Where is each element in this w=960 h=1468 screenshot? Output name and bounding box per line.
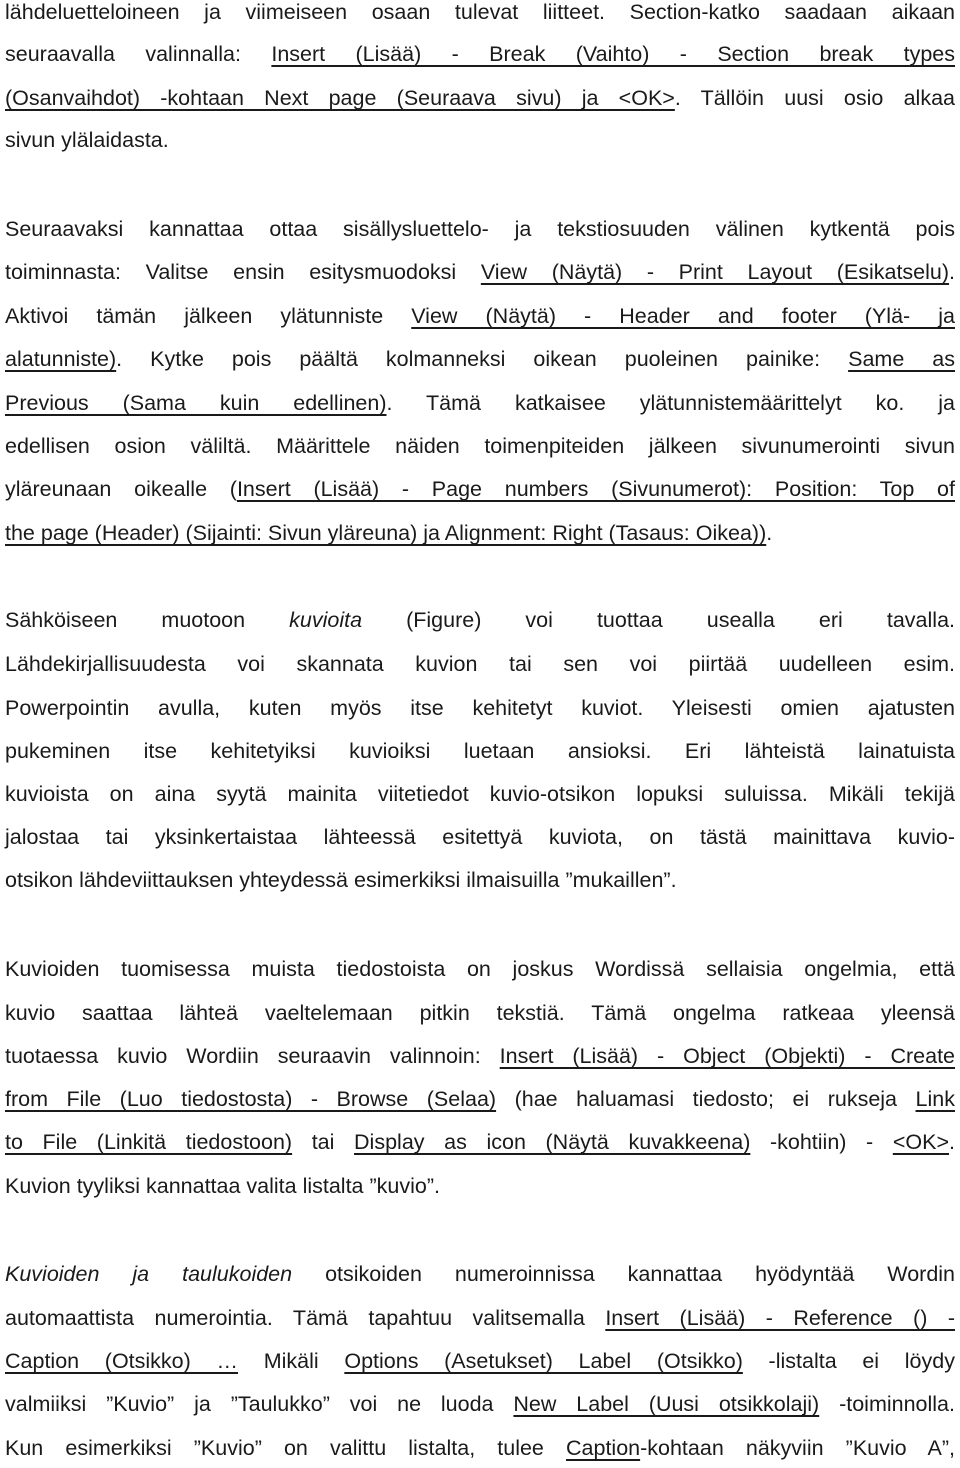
text-line: [5, 296, 955, 336]
body-text: Aktivoi tämän jälkeen ylätunniste: [5, 304, 412, 328]
emphasis-text: Kuvioiden ja taulukoiden: [5, 1262, 293, 1286]
text-line: [5, 600, 955, 640]
body-text: valmiiksi ”Kuvio” ja ”Taulukko” voi ne luoda: [5, 1392, 514, 1416]
text-line: [5, 120, 955, 160]
text-line: [5, 339, 955, 379]
text-line: [5, 644, 955, 684]
text-line: [5, 817, 955, 857]
body-text: jalostaa tai yksinkertaistaa lähteessä esitettyä kuviota, on tästä mainittava kuvio-: [5, 825, 955, 849]
body-text: otsikoiden numeroinnissa kannattaa hyödyntää Wordin: [292, 1262, 956, 1286]
body-text: yläreunaan oikealle (: [5, 477, 237, 501]
menu-path-text: <OK>: [892, 1130, 950, 1154]
body-text: otsikon lähdeviittauksen yhteydessä esimerkiksi ilmaisuilla ”mukaillen”.: [5, 868, 677, 892]
text-line: [5, 688, 955, 728]
text-line: [5, 469, 955, 509]
body-text: -kohtaan näkyviin ”Kuvio A”,: [640, 1436, 955, 1460]
body-text: kuvio saattaa lähteä vaeltelemaan pitkin tekstiä. Tämä ongelma ratkeaa yleensä: [5, 1001, 955, 1025]
menu-path-text: View (Näytä) - Print Layout (Esikatselu): [480, 260, 950, 284]
text-line: [5, 513, 955, 553]
body-text: Lähdekirjallisuudesta voi skannata kuvion tai sen voi piirtää uudelleen esim.: [5, 652, 955, 676]
body-text: pukeminen itse kehitetyiksi kuvioiksi luetaan ansioksi. Eri lähteistä lainatuista: [5, 739, 955, 763]
text-line: [5, 993, 955, 1033]
body-text: .: [949, 260, 956, 284]
text-line: [5, 1036, 955, 1076]
text-line: [5, 34, 955, 74]
body-text: tuotaessa kuvio Wordiin seuraavin valinnoin:: [5, 1044, 500, 1068]
menu-path-text: Display as icon (Näytä kuvakkeena): [354, 1130, 751, 1154]
menu-path-text: New Label (Uusi otsikkolaji): [513, 1392, 820, 1416]
menu-path-text: Insert (Lisää) - Object (Objekti) - Create: [499, 1044, 956, 1068]
menu-path-text: (Osanvaihdot) -kohtaan Next page (Seuraava sivu) ja <OK>: [5, 86, 675, 110]
menu-path-text: Caption (Otsikko) …: [5, 1349, 238, 1373]
body-text: Kuvion tyyliksi kannattaa valita listalta ”kuvio”.: [5, 1174, 440, 1198]
body-text: -listalta ei löydy: [742, 1349, 955, 1373]
body-text: . Tällöin uusi osio alkaa: [674, 86, 955, 110]
text-line: [5, 0, 955, 32]
menu-path-text: Insert (Lisää) - Page numbers (Sivunumerot): Position: Top of: [236, 477, 955, 501]
text-line: [5, 731, 955, 771]
body-text: (Figure) voi tuottaa usealla eri tavalla.: [362, 608, 955, 632]
body-text: edellisen osion väliltä. Määrittele näiden toimenpiteiden jälkeen sivunumerointi sivun: [5, 434, 955, 458]
body-text: Powerpointin avulla, kuten myös itse kehitetyt kuviot. Yleisesti omien ajatusten: [5, 696, 955, 720]
menu-path-text: Options (Asetukset) Label (Otsikko): [344, 1349, 743, 1373]
menu-path-text: Caption: [566, 1436, 641, 1460]
body-text: lähdeluetteloineen ja viimeiseen osaan tulevat liitteet. Section-katko saadaan aikaan: [5, 0, 955, 24]
text-line: [5, 1254, 955, 1294]
menu-path-text: Insert (Lisää) - Reference () -: [605, 1306, 955, 1330]
menu-path-text: to File (Linkitä tiedostoon): [5, 1130, 293, 1154]
text-line: [5, 774, 955, 814]
text-line: [5, 860, 955, 900]
text-line: [5, 1122, 955, 1162]
body-text: Seuraavaksi kannattaa ottaa sisällysluettelo- ja tekstiosuuden välinen kytkentä pois: [5, 217, 955, 241]
text-line: [5, 426, 955, 466]
menu-path-text: Same as: [848, 347, 955, 371]
menu-path-text: alatunniste): [5, 347, 117, 371]
body-text: toiminnasta: Valitse ensin esitysmuodoksi: [5, 260, 481, 284]
body-text: automaattista numerointia. Tämä tapahtuu valitsemalla: [5, 1306, 606, 1330]
body-text: kuvioista on aina syytä mainita viitetiedot kuvio-otsikon lopuksi suluissa. Mikäli tekijä: [5, 782, 955, 806]
body-text: Kun esimerkiksi ”Kuvio” on valittu listalta, tulee: [5, 1436, 566, 1460]
menu-path-text: View (Näytä) - Header and footer (Ylä- ja: [411, 304, 955, 328]
body-text: (hae haluamasi tiedosto; ei rukseja: [496, 1087, 916, 1111]
text-line: [5, 383, 955, 423]
menu-path-text: the page (Header) (Sijainti: Sivun yläreuna) ja Alignment: Right (Tasaus: Oikea)): [5, 521, 767, 545]
text-line: [5, 1166, 955, 1206]
text-line: [5, 1384, 955, 1424]
body-text: Sähköiseen muotoon: [5, 608, 290, 632]
text-line: [5, 78, 955, 118]
body-text: Kuvioiden tuomisessa muista tiedostoista on joskus Wordissä sellaisia ongelmia, että: [5, 957, 955, 981]
text-line: [5, 1079, 955, 1119]
menu-path-text: Insert (Lisää) - Break (Vaihto) - Section break types: [271, 42, 955, 66]
menu-path-text: from File (Luo tiedostosta) - Browse (Selaa): [5, 1087, 497, 1111]
body-text: Mikäli: [238, 1349, 345, 1373]
text-line: [5, 209, 955, 249]
body-text: -kohtiin) -: [750, 1130, 893, 1154]
body-text: . Kytke pois päältä kolmanneksi oikean puoleinen painike:: [116, 347, 849, 371]
body-text: -toiminnolla.: [819, 1392, 955, 1416]
text-line: [5, 1428, 955, 1468]
text-line: [5, 1298, 955, 1338]
body-text: seuraavalla valinnalla:: [5, 42, 272, 66]
body-text: sivun ylälaidasta.: [5, 128, 169, 152]
text-line: [5, 1341, 955, 1381]
body-text: . Tämä katkaisee ylätunnistemäärittelyt ko. ja: [386, 391, 955, 415]
text-line: [5, 252, 955, 292]
body-text: .: [949, 1130, 955, 1154]
menu-path-text: Link: [915, 1087, 955, 1111]
body-text: .: [766, 521, 773, 545]
body-text: tai: [292, 1130, 355, 1154]
menu-path-text: Previous (Sama kuin edellinen): [5, 391, 387, 415]
text-line: [5, 949, 955, 989]
emphasis-text: kuvioita: [289, 608, 363, 632]
